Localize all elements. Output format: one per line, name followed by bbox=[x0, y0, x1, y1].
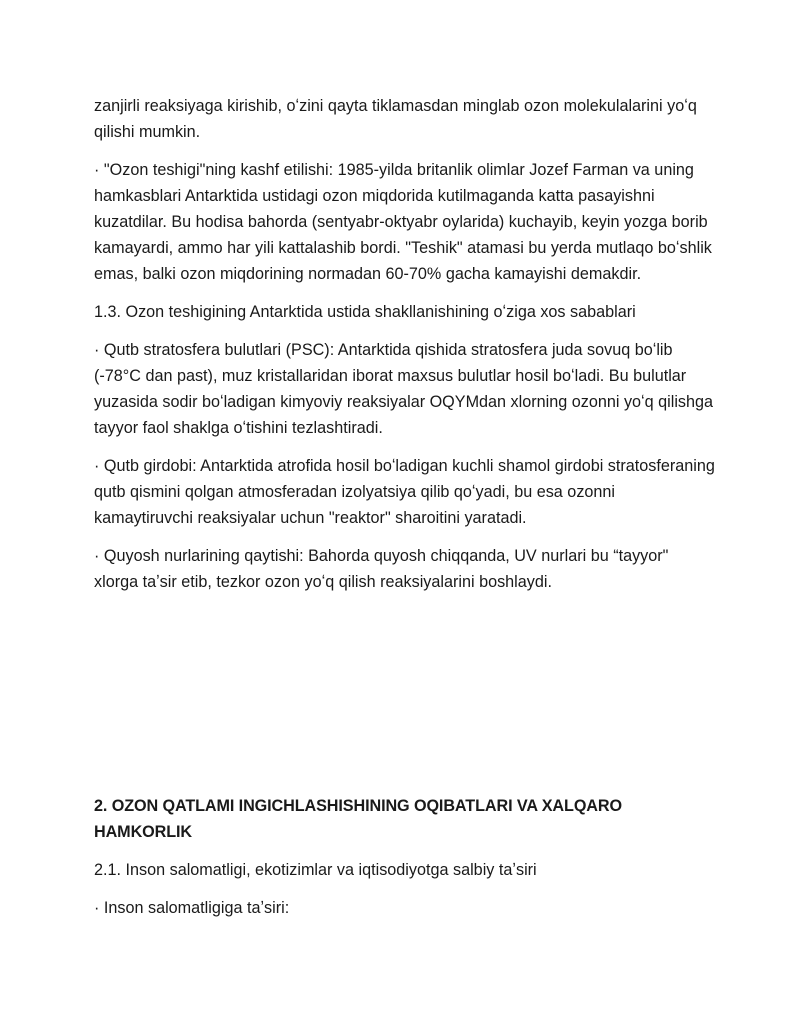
paragraph-sunlight-return: · Quyosh nurlarining qaytishi: Bahorda quyosh chiqqanda, UV nurlari bu “tayyor" xlorga taʼsir etib, tezkor ozon yoʻq qilish reaksiyalarini boshlaydi. bbox=[94, 547, 669, 591]
subsection-title-2-1: 2.1. Inson salomatligi, ekotizimlar va iqtisodiyotga salbiy taʼsiri bbox=[94, 861, 537, 879]
paragraph-human-health: · Inson salomatligiga taʼsiri: bbox=[94, 899, 290, 917]
paragraph-polar-vortex: · Qutb girdobi: Antarktida atrofida hosil boʻladigan kuchli shamol girdobi stratosferaning qutb qismini qolgan atmosferadan izolyatsiya qilib qoʻyadi, bu esa ozonni kamaytiruvchi reaksiyalar uchun "reaktor" sharoitini yaratadi. bbox=[94, 457, 715, 527]
section-heading-2: 2. OZON QATLAMI INGICHLASHISHINING OQIBATLARI VA XALQARO HAMKORLIK bbox=[94, 797, 622, 841]
paragraph-chain-reaction: zanjirli reaksiyaga kirishib, oʻzini qayta tiklamasdan minglab ozon molekulalarini yoʻq qilishi mumkin. bbox=[94, 97, 697, 141]
document-body bbox=[94, 93, 716, 933]
paragraph-polar-stratospheric-clouds: · Qutb stratosfera bulutlari (PSC): Antarktida qishida stratosfera juda sovuq boʻlib (-78°C dan past), muz kristallaridan iborat maxsus bulutlar hosil boʻladi. Bu bulutlar yuzasida sodir boʻladigan kimyoviy reaksiyalar OQYMdan xlorning ozonni yoʻq qilishga tayyor faol shaklga oʻtishini tezlashtiradi. bbox=[94, 341, 714, 437]
paragraph-ozone-hole-discovery: · "Ozon teshigi"ning kashf etilishi: 1985-yilda britanlik olimlar Jozef Farman va uning hamkasblari Antarktida ustidagi ozon miqdorida kutilmaganda katta pasayishni kuzatdilar. Bu hodisa bahorda (sentyabr-oktyabr oylarida) kuchayib, keyin yozga borib kamayardi, ammo har yili kattalashib bordi. "Teshik" atamasi bu yerda mutlaqo boʻshlik emas, balki ozon miqdorining normadan 60-70% gacha kamayishi demakdir. bbox=[94, 161, 712, 283]
blank-space bbox=[94, 607, 716, 793]
subsection-title-1-3: 1.3. Ozon teshigining Antarktida ustida shakllanishining oʻziga xos sabablari bbox=[94, 303, 636, 321]
